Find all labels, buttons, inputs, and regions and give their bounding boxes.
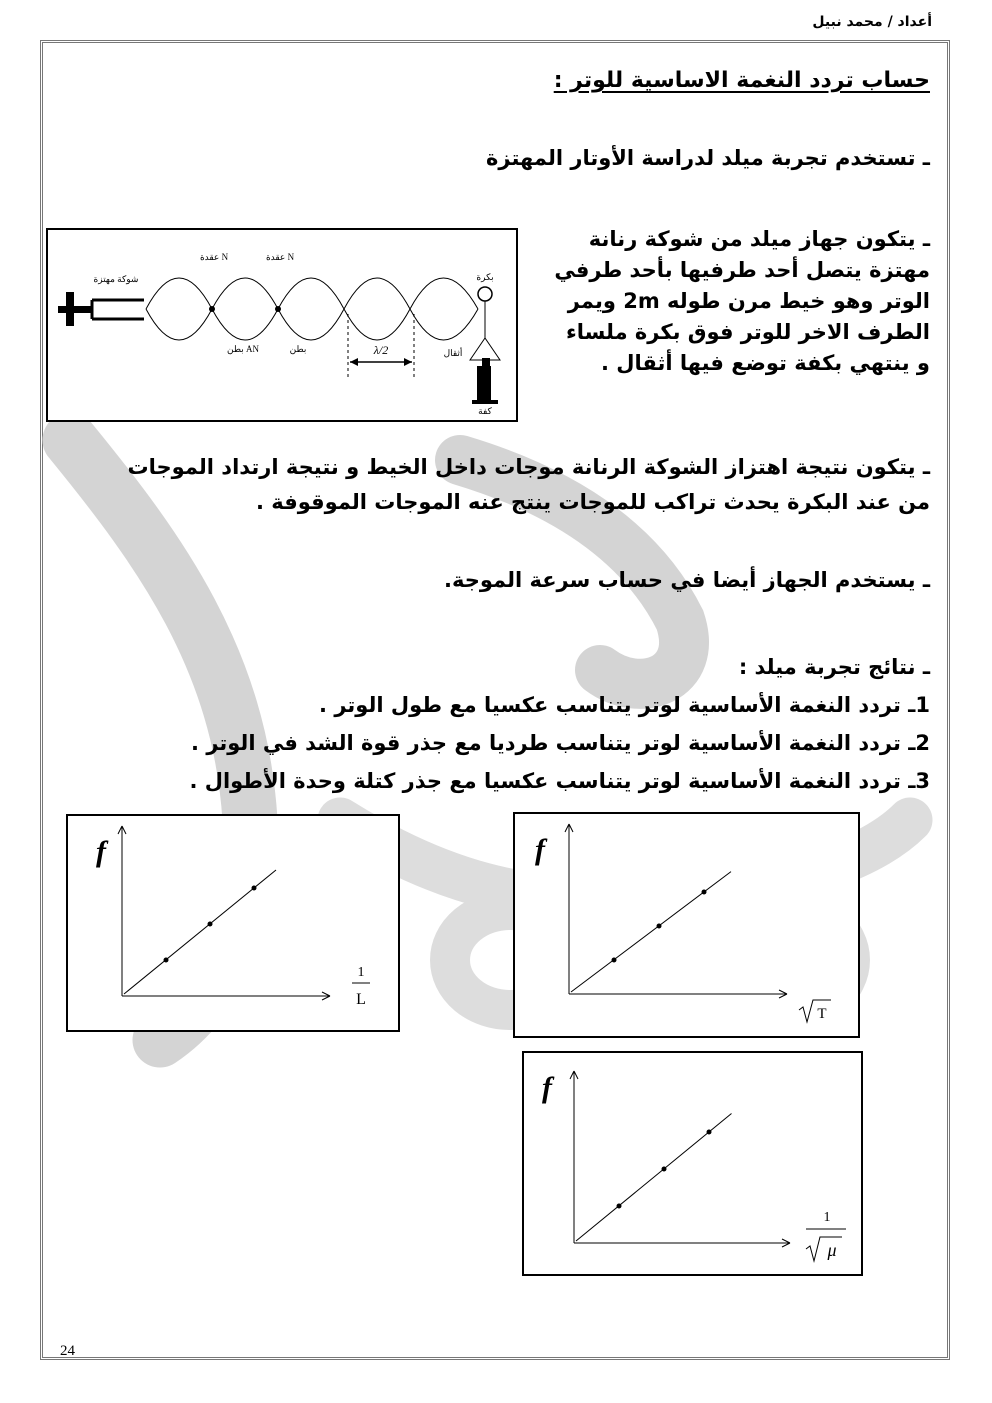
node-label: عقدة N xyxy=(199,252,229,262)
pan xyxy=(472,400,498,404)
pan-label: كفة xyxy=(478,406,492,416)
trend-line xyxy=(571,872,731,992)
apparatus-line: مهتزة يتصل أحد طرفيها بأحد طرفي xyxy=(554,258,930,282)
intro-paragraph: ـ تستخدم تجربة ميلد لدراسة الأوتار المهتزة xyxy=(485,146,930,170)
data-point xyxy=(617,1204,622,1209)
page-title: حساب تردد النغمة الاساسية للوتر : xyxy=(553,68,930,93)
pulley-label: بكرة xyxy=(476,272,494,282)
author-credit: أعداد / محمد نبيل xyxy=(812,14,932,30)
data-point xyxy=(252,886,257,891)
wave-lower xyxy=(146,309,478,340)
data-point xyxy=(702,890,707,895)
standing-waves-paragraph xyxy=(50,450,930,520)
fork-prongs xyxy=(92,300,144,319)
apparatus-description xyxy=(530,224,930,379)
pulley xyxy=(478,287,492,301)
data-point xyxy=(707,1130,712,1135)
melde-diagram-drawing xyxy=(48,230,516,420)
results-section xyxy=(50,648,930,800)
half-wavelength-label: λ/2 xyxy=(373,343,389,357)
result-item: 2ـ تردد النغمة الأساسية لوتر يتناسب طرديا مع جذر قوة الشد في الوتر . xyxy=(191,731,930,755)
data-point xyxy=(657,924,662,929)
graph-f-vs-sqrt-tension xyxy=(513,812,860,1038)
apparatus-line: الطرف الاخر للوتر فوق بكرة ملساء xyxy=(566,320,930,344)
data-point xyxy=(662,1167,667,1172)
fork-label: شوكة مهتزة xyxy=(93,274,139,284)
node-label: عقدة N xyxy=(265,252,295,262)
melde-diagram xyxy=(46,228,518,422)
antinode-label: بطن AN xyxy=(227,344,259,354)
x-axis-label: T xyxy=(817,1006,827,1022)
graph-2-svg xyxy=(515,814,858,1036)
fork-stem xyxy=(66,292,74,326)
apparatus-line: ـ يتكون جهاز ميلد من شوكة رنانة xyxy=(588,227,930,251)
y-axis-label: f xyxy=(96,835,106,868)
antinode-label: بطن xyxy=(289,344,307,354)
data-point xyxy=(208,922,213,927)
x-label-numerator: 1 xyxy=(357,965,365,980)
data-point xyxy=(164,958,169,963)
apparatus-line: و ينتهي بكفة توضع فيها أثقال . xyxy=(600,351,930,375)
y-axis-label: f xyxy=(542,1071,552,1104)
node-dot xyxy=(209,306,215,312)
weights xyxy=(477,366,491,400)
sqrt-sign xyxy=(806,1237,842,1261)
wave-upper xyxy=(146,278,478,309)
weights-label: أثقال xyxy=(443,348,463,358)
graph-f-vs-inverse-sqrt-mu xyxy=(522,1051,863,1276)
standing-waves-line: من عند البكرة يحدث تراكب للموجات ينتج عنه الموجات الموقوفة . xyxy=(255,490,930,514)
result-item: 3ـ تردد النغمة الأساسية لوتر يتناسب عكسيا مع جذر كتلة وحدة الأطوال . xyxy=(189,769,930,793)
x-label-numerator: 1 xyxy=(823,1210,831,1225)
graph-1-svg xyxy=(68,816,398,1030)
results-heading: ـ نتائج تجربة ميلد : xyxy=(738,655,930,679)
pan-hanger xyxy=(470,338,500,360)
node-dot xyxy=(275,306,281,312)
fork-handle xyxy=(58,306,92,313)
standing-waves-line: ـ يتكون نتيجة اهتزاز الشوكة الرنانة موجات داخل الخيط و نتيجة ارتداد الموجات xyxy=(127,455,930,479)
data-point xyxy=(612,958,617,963)
result-item: 1ـ تردد النغمة الأساسية لوتر يتناسب عكسيا مع طول الوتر . xyxy=(319,693,930,717)
x-label-denominator: μ xyxy=(827,1240,837,1260)
page-number: 24 xyxy=(60,1343,75,1359)
graph-f-vs-inverse-length xyxy=(66,814,400,1032)
graph-3-svg xyxy=(524,1053,861,1274)
wave-speed-paragraph: ـ يستخدم الجهاز أيضا في حساب سرعة الموجة. xyxy=(443,568,930,592)
x-label-denominator: L xyxy=(356,991,366,1008)
apparatus-line: الوتر وهو خيط مرن طوله 2m ويمر xyxy=(567,289,930,313)
y-axis-label: f xyxy=(535,833,545,866)
weights-top xyxy=(482,358,490,368)
